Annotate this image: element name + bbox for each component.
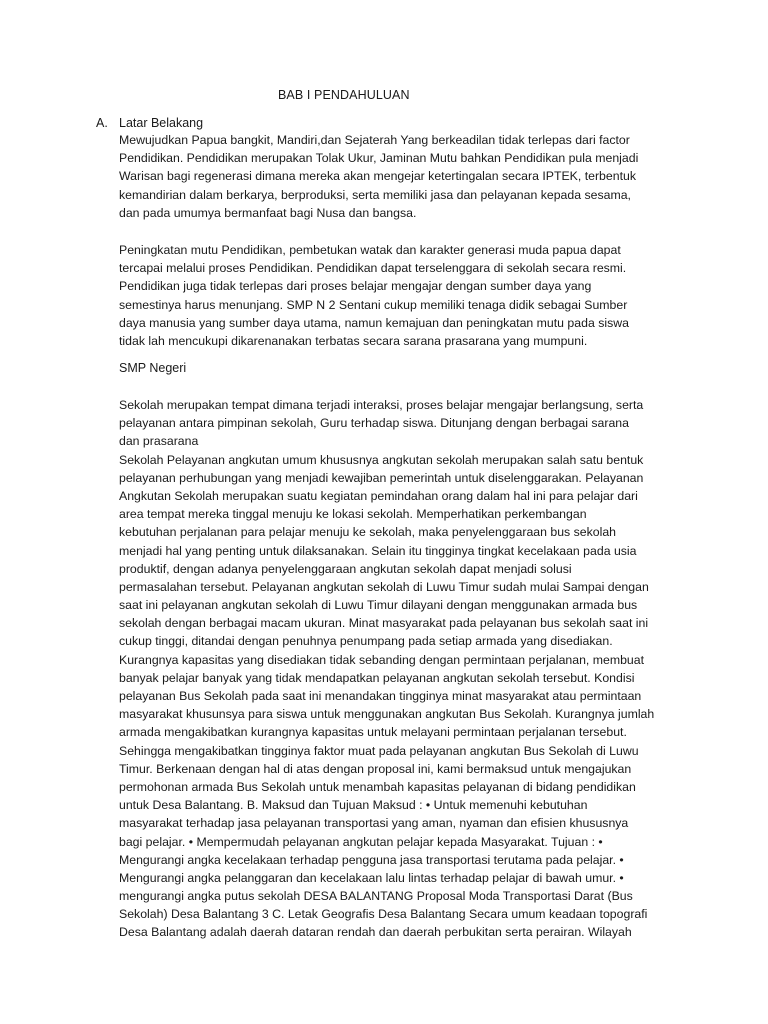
text-line: dan prasarana bbox=[119, 434, 199, 449]
text-line: pelayanan Bus Sekolah pada saat ini menandakan tingginya minat masyarakat atau permintaan bbox=[119, 689, 642, 703]
text-line: cukup tinggi, ditandai dengan penuhnya penumpang pada setiap armada yang disediakan. bbox=[119, 634, 613, 649]
text-line: kebutuhan perjalanan para pelajar menuju ke sekolah, maka penyelenggaraan bus sekolah bbox=[119, 525, 617, 540]
text-line: Kurangnya kapasitas yang disediakan tidak sebanding dengan permintaan perjalanan, membuat bbox=[119, 652, 645, 667]
text-line: menjadi hal yang penting untuk dilaksanakan. Selain itu tingginya tingkat kecelakaan pada usia bbox=[119, 543, 637, 558]
text-line: Angkutan Sekolah merupakan suatu kegiatan pemindahan orang dalam hal ini para pelajar dari bbox=[119, 488, 638, 503]
text-line: daya manusia yang sumber daya utama, namun kemajuan dan peningkatan mutu pada siswa bbox=[119, 315, 629, 330]
text-line: Pendidikan. Pendidikan merupakan Tolak Ukur, Jaminan Mutu bahkan Pendidikan pula menjadi bbox=[119, 151, 639, 166]
text-line: Sehingga mengakibatkan tingginya faktor muat pada pelayanan angkutan Bus Sekolah di Luwu bbox=[119, 743, 639, 758]
section-title: Latar Belakang bbox=[119, 116, 204, 130]
document-title: BAB I PENDAHULUAN bbox=[278, 88, 410, 102]
text-line: Timur. Berkenaan dengan hal di atas dengan proposal ini, kami bermaksud untuk mengajukan bbox=[119, 761, 632, 776]
text-line: tidak lah mencukupi dikarenanakan terbatas secara sarana prasarana yang mumpuni. bbox=[119, 333, 588, 348]
text-line: Warisan bagi regenerasi dimana mereka akan mengejar ketertingalan secara IPTEK, terbentuk bbox=[119, 169, 636, 184]
text-line: dan pada umumya bermanfaat bagi Nusa dan bangsa. bbox=[119, 205, 417, 220]
text-line: tercapai melalui proses Pendidikan. Pendidikan dapat terselenggara di sekolah secara resmi. bbox=[119, 261, 627, 276]
text-line: armada mengakibatkan kurangnya kapasitas untuk melayani permintaan perjalanan tersebut. bbox=[119, 725, 627, 740]
text-line: Desa Balantang adalah daerah dataran rendah dan daerah perbukitan serta perairan. Wilayah bbox=[119, 925, 632, 940]
text-line: Mengurangi angka pelanggaran dan kecelakaan lalu lintas terhadap pelajar di bawah umur. • bbox=[119, 870, 624, 885]
text-line: pelayanan perhubungan yang menjadi kewajiban pemerintah untuk diselenggarakan. Pelayanan bbox=[119, 470, 644, 485]
text-line: pelayanan antara pimpinan sekolah, Guru terhadap siswa. Ditunjang dengan berbagai sarana bbox=[119, 416, 629, 431]
subheading: SMP Negeri bbox=[119, 361, 187, 375]
text-line: mengurangi angka putus sekolah DESA BALANTANG Proposal Moda Transportasi Darat (Bus bbox=[119, 889, 633, 904]
text-line: permohonan armada Bus Sekolah untuk menambah kapasitas pelayanan di bidang pendidikan bbox=[119, 779, 636, 794]
paragraph-2 bbox=[119, 241, 671, 350]
text-line: masyarakat khusunsya para siswa untuk menggunakan angkutan Bus Sekolah. Kurangnya jumlah bbox=[119, 707, 655, 722]
text-line: Peningkatan mutu Pendidikan, pembetukan watak dan karakter generasi muda papua dapat bbox=[119, 243, 621, 257]
text-line: Sekolah) Desa Balantang 3 C. Letak Geografis Desa Balantang Secara umum keadaan topografi bbox=[119, 907, 648, 922]
paragraph-3 bbox=[119, 396, 671, 942]
text-line: sekolah dengan berbagai macam ukuran. Minat masyarakat pada pelayanan bus sekolah saat ini bbox=[119, 616, 649, 631]
text-line: masyarakat terhadap jasa pelayanan transportasi yang aman, nyaman dan efisien khususnya bbox=[119, 816, 629, 831]
text-line: Sekolah merupakan tempat dimana terjadi interaksi, proses belajar mengajar berlangsung, serta bbox=[119, 398, 644, 412]
text-line: untuk Desa Balantang. B. Maksud dan Tujuan Maksud : • Untuk memenuhi kebutuhan bbox=[119, 798, 588, 813]
text-line: bagi pelajar. • Mempermudah pelayanan angkutan pelajar kepada Masyarakat. Tujuan : • bbox=[119, 834, 603, 849]
text-line: area tempat mereka tinggal menuju ke lokasi sekolah. Memperhatikan perkembangan bbox=[119, 507, 587, 522]
paragraph-1 bbox=[119, 131, 671, 222]
text-line: Sekolah Pelayanan angkutan umum khususnya angkutan sekolah merupakan salah satu bentuk bbox=[119, 452, 644, 467]
section-marker: A. bbox=[96, 116, 108, 130]
text-line: kemandirian dalam berkarya, berproduksi, serta memiliki jasa dan pelayanan kepada sesama, bbox=[119, 187, 631, 202]
text-line: Pendidikan juga tidak terlepas dari proses belajar mengajar dengan sumber daya yang bbox=[119, 279, 592, 294]
text-line: produktif, dengan adanya penyelenggaraan angkutan sekolah dapat menjadi solusi bbox=[119, 561, 572, 576]
text-line: permasalahan tersebut. Pelayanan angkutan sekolah di Luwu Timur sudah mulai Sampai dengan bbox=[119, 579, 649, 594]
text-line: semestinya harus menunjang. SMP N 2 Sentani cukup memiliki tenaga didik sebagai Sumber bbox=[119, 297, 628, 312]
text-line: Mengurangi angka kecelakaan terhadap pengguna jasa transportasi terutama pada pelajar. • bbox=[119, 852, 624, 867]
text-line: Mewujudkan Papua bangkit, Mandiri,dan Sejaterah Yang berkeadilan tidak terlepas dari factor bbox=[119, 133, 630, 147]
text-line: saat ini pelayanan angkutan sekolah di Luwu Timur dilayani dengan menggunakan armada bus bbox=[119, 598, 638, 613]
text-line: banyak pelajar banyak yang tidak mendapatkan pelayanan angkutan sekolah tersebut. Kondisi bbox=[119, 670, 635, 685]
